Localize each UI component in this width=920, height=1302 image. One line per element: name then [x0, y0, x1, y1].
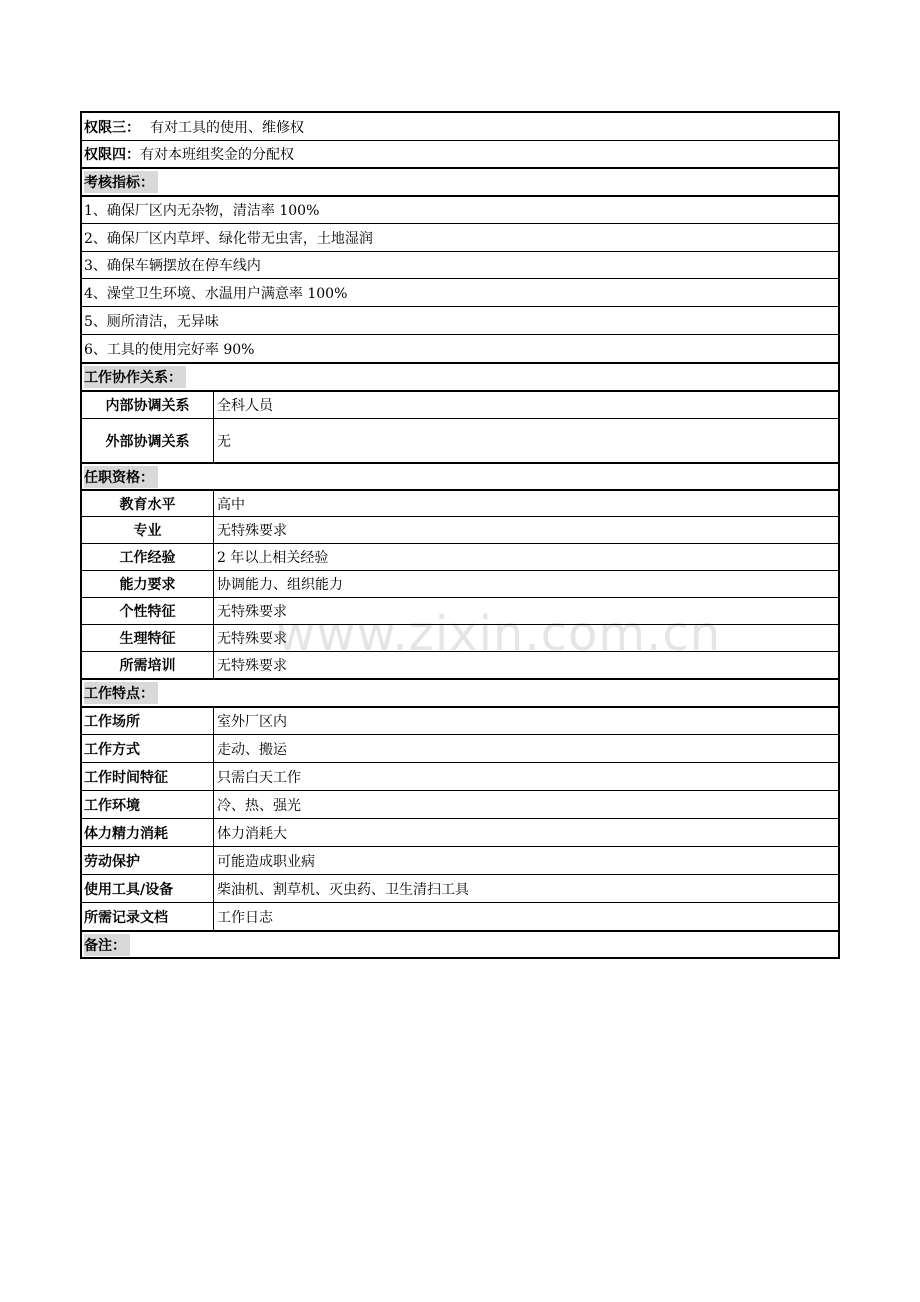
characteristic-row	[82, 762, 838, 790]
relations-section-header	[82, 362, 838, 390]
qualification-label: 生理特征	[82, 625, 214, 651]
relations-row	[82, 418, 838, 462]
characteristic-row	[82, 790, 838, 818]
watermark-text: www.zixin.com.cn	[276, 606, 722, 662]
characteristic-row	[82, 706, 838, 734]
permission-4-row	[82, 140, 838, 167]
qualifications-section-header	[82, 462, 838, 489]
kpi-item-text: 1、确保厂区内无杂物，清洁率 100%	[84, 203, 320, 219]
qualification-label: 教育水平	[82, 491, 214, 516]
characteristic-value: 冷、热、强光	[217, 797, 301, 814]
kpi-item	[82, 278, 838, 306]
notes-row	[82, 930, 838, 957]
qualification-row	[82, 489, 838, 516]
kpi-section-title: 考核指标：	[84, 171, 158, 193]
relations-section-title: 工作协作关系：	[84, 366, 186, 388]
qualification-row	[82, 597, 838, 624]
kpi-item-text: 4、澡堂卫生环境、水温用户满意率 100%	[84, 285, 348, 302]
qualification-value: 高中	[217, 496, 245, 513]
characteristic-value: 柴油机、割草机、灭虫药、卫生清扫工具	[217, 881, 469, 898]
permission-3-row	[82, 113, 838, 140]
relations-value: 无	[217, 433, 231, 450]
characteristic-label: 工作方式	[82, 735, 214, 762]
qualification-row	[82, 651, 838, 678]
relations-label: 外部协调关系	[82, 419, 214, 462]
characteristic-label: 工作环境	[82, 791, 214, 818]
qualification-label: 专业	[82, 517, 214, 543]
characteristic-row	[82, 734, 838, 762]
permission-3-label: 权限三：	[84, 119, 140, 136]
job-description-table	[80, 111, 840, 959]
characteristic-row	[82, 846, 838, 874]
characteristic-label: 劳动保护	[82, 847, 214, 874]
characteristic-value: 走动、搬运	[217, 741, 287, 758]
qualification-row	[82, 624, 838, 651]
notes-title: 备注：	[84, 934, 130, 956]
characteristic-value: 工作日志	[217, 909, 273, 926]
qualification-label: 所需培训	[82, 652, 214, 678]
kpi-item	[82, 334, 838, 362]
qualification-row	[82, 516, 838, 543]
qualification-label: 工作经验	[82, 544, 214, 570]
kpi-section-header	[82, 167, 838, 195]
characteristic-row	[82, 902, 838, 930]
characteristic-value: 只需白天工作	[217, 769, 301, 786]
qualification-row	[82, 570, 838, 597]
kpi-item-text: 3、确保车辆摆放在停车线内	[84, 258, 261, 274]
kpi-item	[82, 195, 838, 223]
characteristics-section-header	[82, 678, 838, 706]
characteristic-value: 室外厂区内	[217, 714, 287, 730]
qualification-value: 无特殊要求	[217, 631, 287, 647]
qualifications-section-title: 任职资格：	[84, 466, 158, 488]
kpi-item-text: 6、工具的使用完好率 90%	[84, 341, 255, 358]
characteristic-label: 工作时间特征	[82, 763, 214, 790]
characteristic-label: 所需记录文档	[82, 903, 214, 930]
qualification-value: 无特殊要求	[217, 523, 287, 539]
characteristic-label: 体力精力消耗	[82, 819, 214, 846]
relations-value: 全科人员	[217, 398, 273, 414]
characteristic-row	[82, 818, 838, 846]
qualification-value: 协调能力、组织能力	[217, 577, 343, 593]
qualification-value: 2 年以上相关经验	[217, 550, 329, 566]
characteristic-value: 体力消耗大	[217, 825, 287, 842]
characteristic-label: 使用工具/设备	[82, 875, 214, 902]
characteristic-value: 可能造成职业病	[217, 853, 315, 870]
permission-4-text: 有对本班组奖金的分配权	[140, 147, 294, 163]
permission-3-text: 有对工具的使用、维修权	[150, 119, 304, 136]
qualification-row	[82, 543, 838, 570]
kpi-item	[82, 251, 838, 278]
characteristic-row	[82, 874, 838, 902]
relations-row	[82, 390, 838, 418]
qualification-value: 无特殊要求	[217, 604, 287, 620]
kpi-item-text: 2、确保厂区内草坪、绿化带无虫害，土地湿润	[84, 230, 373, 247]
permission-4-label: 权限四：	[84, 147, 140, 163]
characteristic-label: 工作场所	[82, 708, 214, 734]
qualification-label: 能力要求	[82, 571, 214, 597]
kpi-item	[82, 223, 838, 251]
qualification-value: 无特殊要求	[217, 658, 287, 674]
kpi-item	[82, 306, 838, 334]
relations-label: 内部协调关系	[82, 392, 214, 418]
characteristics-section-title: 工作特点：	[84, 682, 158, 704]
kpi-item-text: 5、厕所清洁，无异味	[84, 313, 219, 330]
qualification-label: 个性特征	[82, 598, 214, 624]
